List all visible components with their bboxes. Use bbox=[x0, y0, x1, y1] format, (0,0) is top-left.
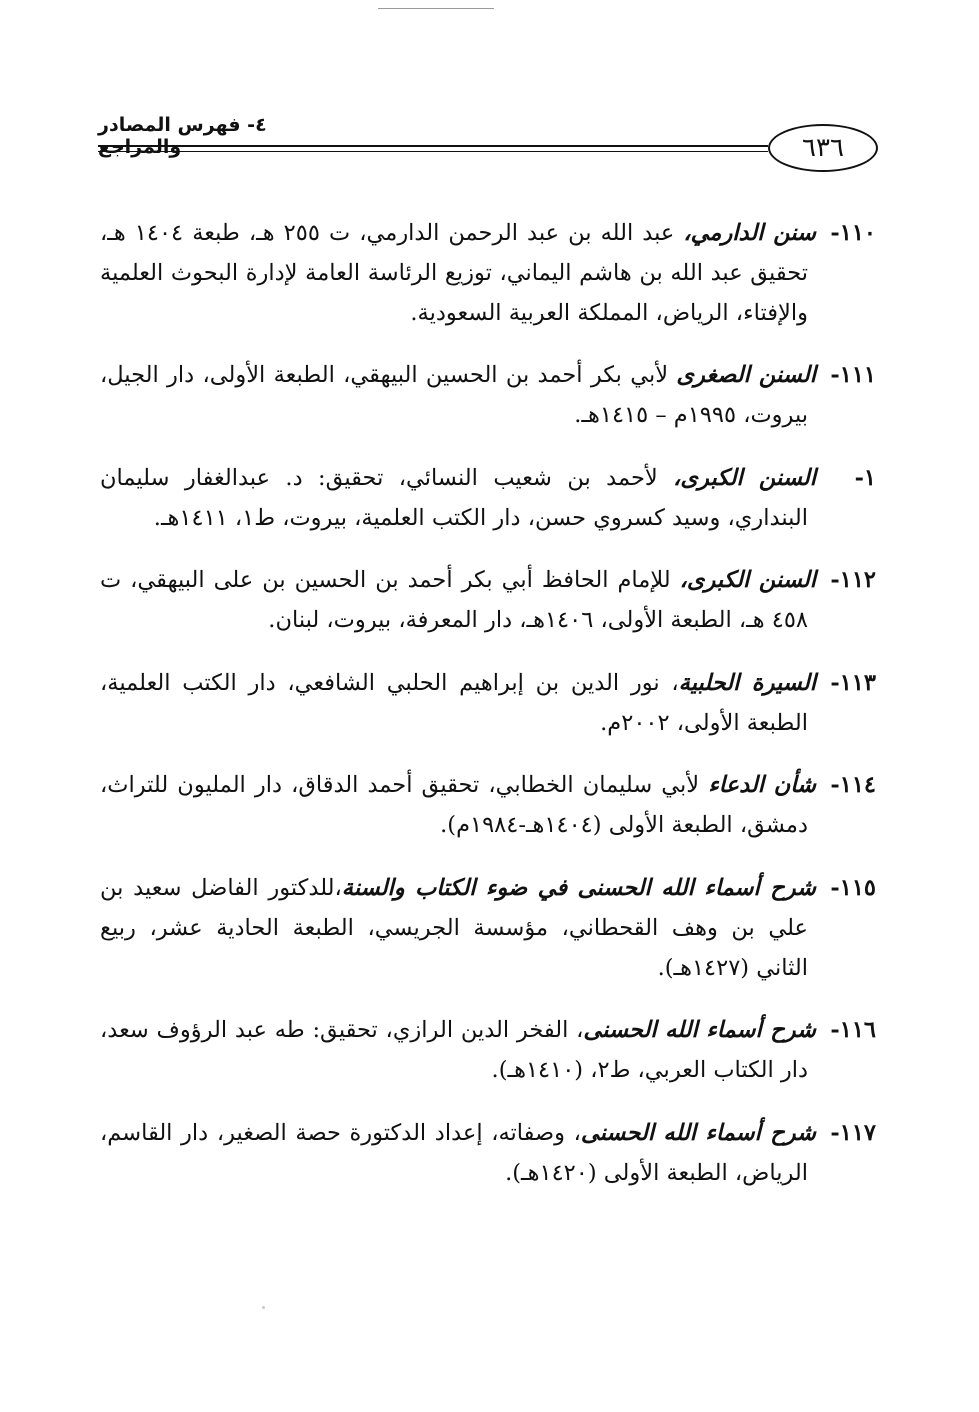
header-rule-thin bbox=[98, 151, 768, 152]
entry-text: ، نور الدين بن إبراهيم الحلبي الشافعي، دار الكتب العلمية، الطبعة الأولى، ٢٠٠٢م. bbox=[100, 669, 808, 736]
entry-title: السنن الكبرى، bbox=[679, 567, 817, 593]
entry-title: شرح أسماء الله الحسنى في ضوء الكتاب والسنة bbox=[341, 874, 817, 901]
page-number: ٦٣٦ bbox=[768, 124, 878, 172]
bibliography-entry-113 bbox=[100, 663, 876, 743]
entry-title: السنن الصغرى bbox=[676, 362, 816, 388]
entry-number: ١١١- bbox=[830, 362, 876, 388]
entry-text: ، الفخر الدين الرازي، تحقيق: طه عبد الرؤوف سعد، دار الكتاب العربي، ط٢، (١٤١٠هـ). bbox=[100, 1017, 808, 1083]
entry-title: شأن الدعاء bbox=[708, 772, 817, 798]
entry-number: ١١٦- bbox=[830, 1017, 876, 1043]
bibliography-entry-115 bbox=[100, 868, 876, 988]
entry-text: عبد الله بن عبد الرحمن الدارمي، ت ٢٥٥ هـ، طبعة ١٤٠٤ هـ، تحقيق عبد الله بن هاشم اليماني، توزيع الرئاسة العامة لإدارة البحوث العلمية والإفتاء، الرياض، المملكة العربية السعودية. bbox=[100, 219, 808, 326]
entry-text: لأحمد بن شعيب النسائي، تحقيق: د. عبدالغفار سليمان البنداري، وسيد كسروي حسن، دار الكتب العلمية، بيروت، ط١، ١٤١١هـ. bbox=[100, 464, 808, 531]
entry-text: ، وصفاته، إعداد الدكتورة حصة الصغير، دار القاسم، الرياض، الطبعة الأولى (١٤٢٠هـ). bbox=[100, 1119, 808, 1186]
entry-number: ١١٢- bbox=[830, 567, 877, 593]
entry-title: شرح أسماء الله الحسنى bbox=[583, 1017, 816, 1043]
entry-text: ،للدكتور الفاضل سعيد بن علي بن وهف القحطاني، مؤسسة الجريسي، الطبعة الحادية عشر، ربيع الثاني (١٤٢٧هـ). bbox=[100, 874, 808, 981]
entry-title: السيرة الحلبية bbox=[678, 669, 816, 696]
entry-number: ١- bbox=[854, 464, 876, 491]
entry-text: للإمام الحافظ أبي بكر أحمد بن الحسين بن على البيهقي، ت ٤٥٨ هـ، الطبعة الأولى، ١٤٠٦هـ، دار المعرفة، بيروت، لبنان. bbox=[100, 567, 808, 633]
entry-title: سنن الدارمي، bbox=[683, 219, 816, 246]
bibliography-entry-117 bbox=[100, 1113, 876, 1193]
bibliography-entry-110 bbox=[100, 213, 876, 333]
entry-title: السنن الكبرى، bbox=[673, 464, 816, 491]
bibliography-list bbox=[100, 190, 876, 1203]
bibliography-entry-1 bbox=[100, 458, 876, 538]
entry-text: لأبي بكر أحمد بن الحسين البيهقي، الطبعة الأولى، دار الجيل، بيروت، ١٩٩٥م – ١٤١٥هـ. bbox=[100, 362, 808, 428]
page-header bbox=[98, 108, 878, 178]
bibliography-entry-112 bbox=[100, 560, 876, 640]
entry-text: لأبي سليمان الخطابي، تحقيق أحمد الدقاق، دار المليون للتراث، دمشق، الطبعة الأولى (١٤٠٤هـ-١٩٨٤م). bbox=[100, 772, 808, 838]
entry-number: ١١٤- bbox=[830, 772, 877, 798]
bibliography-entry-116 bbox=[100, 1010, 876, 1090]
bibliography-entry-114 bbox=[100, 765, 876, 845]
entry-number: ١١٥- bbox=[830, 874, 877, 901]
entry-number: ١١٣- bbox=[830, 669, 876, 696]
entry-number: ١١٧- bbox=[830, 1119, 876, 1146]
entry-title: شرح أسماء الله الحسنى bbox=[580, 1119, 816, 1146]
header-rule-thick bbox=[98, 145, 768, 147]
entry-number: ١١٠- bbox=[830, 219, 876, 246]
scan-speck bbox=[262, 1306, 265, 1309]
section-title: ٤- فهرس المصادر والمراجع bbox=[98, 114, 267, 158]
bibliography-entry-111 bbox=[100, 355, 876, 435]
top-scan-rule bbox=[378, 8, 494, 9]
